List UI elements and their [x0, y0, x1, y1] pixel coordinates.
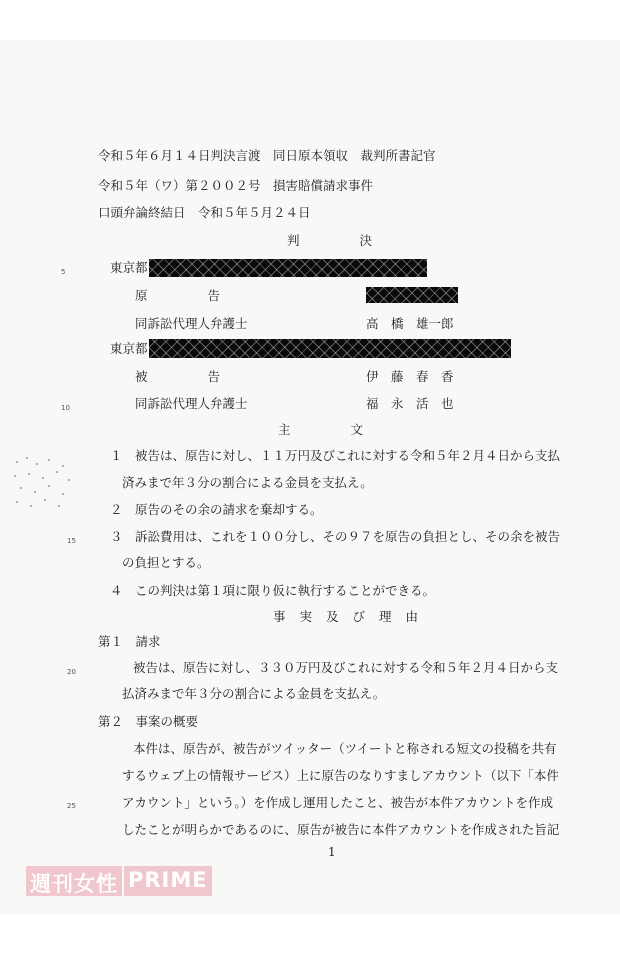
main-item-3-line-2: の負担とする。 [122, 555, 210, 570]
section-2-line-1: 本件は、原告が、被告がツイッター（ツイートと称される短文の投稿を共有 [133, 741, 557, 756]
header-line-3: 口頭弁論終結日 令和５年５月２４日 [98, 205, 311, 220]
defendant-address-label: 東京都 [110, 341, 148, 356]
watermark-logo-en: PRIME [124, 866, 212, 896]
section-2-heading: 第２ 事案の概要 [98, 714, 199, 729]
watermark-logo-ja: 週刊女性 [26, 866, 122, 896]
line-number-5: 5 [61, 268, 66, 276]
line-number-25: 25 [67, 802, 76, 810]
plaintiff-name-redaction [366, 287, 458, 303]
section-2-line-4: したことが明らかであるのに、原告が被告に本件アカウントを作成された旨記 [122, 822, 560, 837]
reasons-heading: 事実及び理由 [273, 609, 433, 624]
main-item-3-line-1: ３ 訴訟費用は、これを１００分し、その９７を原告の負担とし、その余を被告 [110, 529, 561, 544]
plaintiff-counsel-label: 同訴訟代理人弁護士 [135, 316, 248, 331]
plaintiff-address-redaction [149, 259, 427, 277]
main-heading: 主文 [278, 422, 424, 437]
header-line-2: 令和５年（ワ）第２００２号 損害賠償請求事件 [98, 178, 374, 193]
plaintiff-address-label: 東京都 [110, 260, 148, 275]
main-item-2: ２ 原告のその余の請求を棄却する。 [110, 502, 323, 517]
publisher-watermark [26, 866, 212, 896]
main-item-4: ４ この判決は第１項に限り仮に執行することができる。 [110, 583, 436, 598]
section-1-line-2: 払済みまで年３分の割合による金員を支払え。 [122, 686, 386, 701]
defendant-counsel-label: 同訴訟代理人弁護士 [135, 396, 248, 411]
section-1-heading: 第１ 請求 [98, 634, 161, 649]
defendant-address-redaction [149, 339, 511, 358]
page-number: 1 [328, 845, 336, 859]
section-2-line-3: アカウント」という。）を作成し運用したこと、被告が本件アカウントを作成 [122, 795, 554, 810]
binding-dots [12, 455, 74, 510]
line-number-20: 20 [67, 668, 76, 676]
scan-margin-top [0, 0, 620, 40]
section-2-line-2: するウェブ上の情報サービス）上に原告のなりすましアカウント（以下「本件 [122, 768, 559, 783]
section-1-line-1: 被告は、原告に対し、３３０万円及びこれに対する令和５年２月４日から支 [133, 660, 559, 675]
defendant-counsel-name: 福 永 活 也 [366, 396, 454, 411]
plaintiff-label: 原告 [135, 288, 281, 303]
defendant-name: 伊 藤 春 香 [366, 369, 454, 384]
main-item-1-line-1: １ 被告は、原告に対し、１１万円及びこれに対する令和５年２月４日から支払 [110, 448, 561, 463]
line-number-15: 15 [67, 537, 76, 545]
header-line-1: 令和５年６月１４日判決言渡 同日原本領収 裁判所書記官 [98, 148, 436, 163]
line-number-10: 10 [61, 404, 70, 412]
defendant-label: 被告 [135, 369, 281, 384]
scan-margin-bottom [0, 915, 620, 959]
plaintiff-counsel-name: 高 橋 雄一郎 [366, 316, 454, 331]
judgment-title: 判決 [287, 233, 433, 248]
main-item-1-line-2: 済みまで年３分の割合による金員を支払え。 [122, 475, 373, 490]
